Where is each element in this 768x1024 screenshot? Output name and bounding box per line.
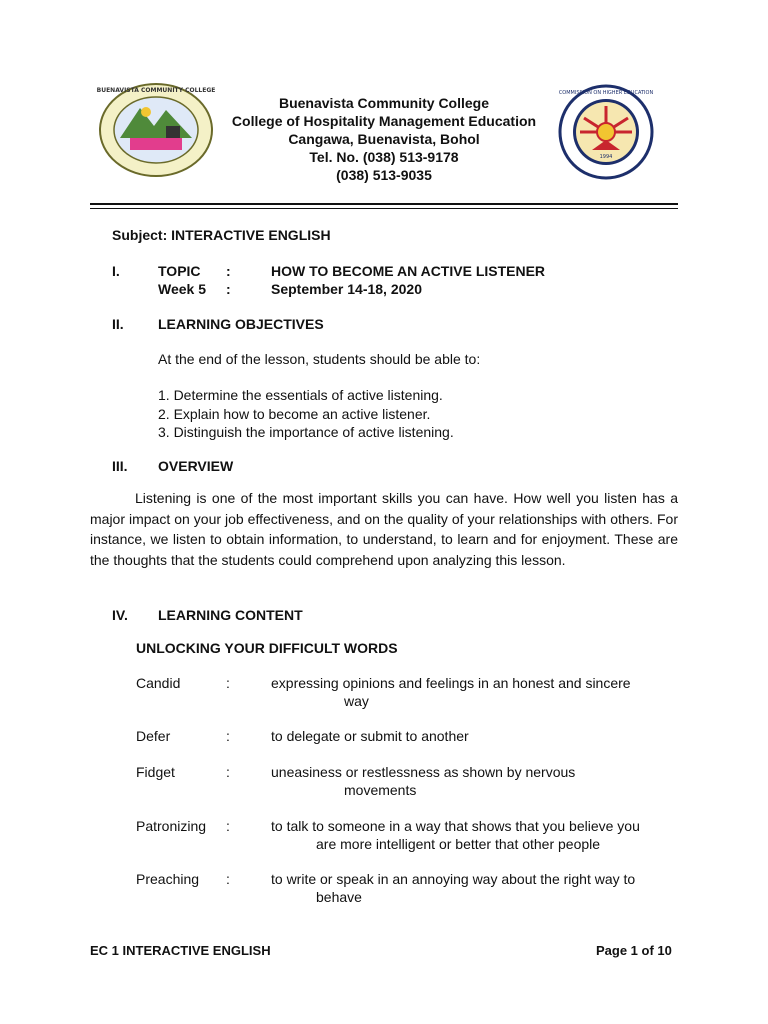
telephone-1: Tel. No. (038) 513-9178 [309, 149, 459, 165]
vocabulary-definition-cont: way [344, 693, 369, 709]
right-logo-text: COMMISSION ON HIGHER EDUCATION [558, 90, 654, 96]
vocabulary-definition-cont: movements [344, 782, 417, 798]
vocabulary-term: Fidget [136, 764, 175, 780]
section-2-title: LEARNING OBJECTIVES [158, 316, 324, 332]
vocabulary-term: Patronizing [136, 818, 207, 834]
department-name: College of Hospitality Management Education [231, 113, 537, 129]
college-address: Cangawa, Buenavista, Bohol [288, 131, 480, 147]
objectives-intro: At the end of the lesson, students should be able to: [158, 351, 481, 367]
section-1-number: I. [112, 263, 120, 279]
subject-label: Subject: [112, 227, 168, 243]
topic-colon: : [226, 263, 231, 279]
topic-value: HOW TO BECOME AN ACTIVE LISTENER [271, 263, 546, 279]
week-colon: : [226, 281, 231, 297]
vocabulary-definition: to delegate or submit to another [271, 728, 469, 744]
vocabulary-definition: to talk to someone in a way that shows that you believe you [271, 818, 640, 834]
subject-value: INTERACTIVE ENGLISH [171, 227, 331, 243]
topic-label: TOPIC [158, 263, 201, 279]
objective-item: 2. Explain how to become an active listener. [158, 405, 431, 422]
left-logo-text: BUENAVISTA COMMUNITY COLLEGE [96, 87, 216, 94]
vocabulary-definition-cont: are more intelligent or better that other people [316, 836, 601, 852]
telephone-2: (038) 513-9035 [336, 167, 432, 183]
week-value: September 14-18, 2020 [271, 281, 422, 297]
college-name: Buenavista Community College [278, 95, 490, 111]
vocabulary-subtitle: UNLOCKING YOUR DIFFICULT WORDS [136, 640, 398, 656]
objective-item: 1. Determine the essentials of active listening. [158, 387, 443, 403]
section-4-title: LEARNING CONTENT [158, 607, 303, 623]
vocabulary-term: Preaching [136, 871, 200, 887]
section-4-number: IV. [112, 607, 128, 623]
overview-paragraph [90, 488, 678, 570]
vocabulary-definition-cont: behave [316, 889, 362, 905]
objectives-list [158, 386, 454, 442]
vocabulary-colon: : [226, 818, 230, 834]
objective-item: 3. Distinguish the importance of active listening. [158, 424, 454, 440]
vocabulary-definition: expressing opinions and feelings in an honest and sincere [271, 675, 631, 691]
week-label: Week 5 [158, 281, 206, 297]
right-logo-year: 1994 [599, 154, 613, 160]
vocabulary-colon: : [226, 728, 230, 744]
vocabulary-term: Defer [136, 728, 171, 744]
overview-text: Listening is one of the most important skills you can have. How well you listen has a major impact on your job effectiveness, and on the quality of your relationships with others. For instance, we listen to obtain information, to understand, to learn and for enjoyment. These are the thoughts that the students could comprehend upon analyzing this lesson. [90, 490, 678, 568]
section-3-number: III. [112, 458, 128, 474]
footer-course: EC 1 INTERACTIVE ENGLISH [90, 943, 271, 958]
vocabulary-colon: : [226, 764, 230, 780]
header-divider-thin [90, 208, 678, 209]
vocabulary-term: Candid [136, 675, 181, 691]
vocabulary-colon: : [226, 675, 230, 691]
subject-line [112, 226, 331, 244]
footer-page-number: Page 1 of 10 [596, 943, 672, 958]
header-divider-thick [90, 203, 678, 205]
vocabulary-colon: : [226, 871, 230, 887]
ched-seal-logo [558, 84, 654, 180]
vocabulary-definition: to write or speak in an annoying way about the right way to [271, 871, 636, 887]
section-2-number: II. [112, 316, 124, 332]
vocabulary-definition: uneasiness or restlessness as shown by nervous [271, 764, 576, 780]
section-3-title: OVERVIEW [158, 458, 234, 474]
